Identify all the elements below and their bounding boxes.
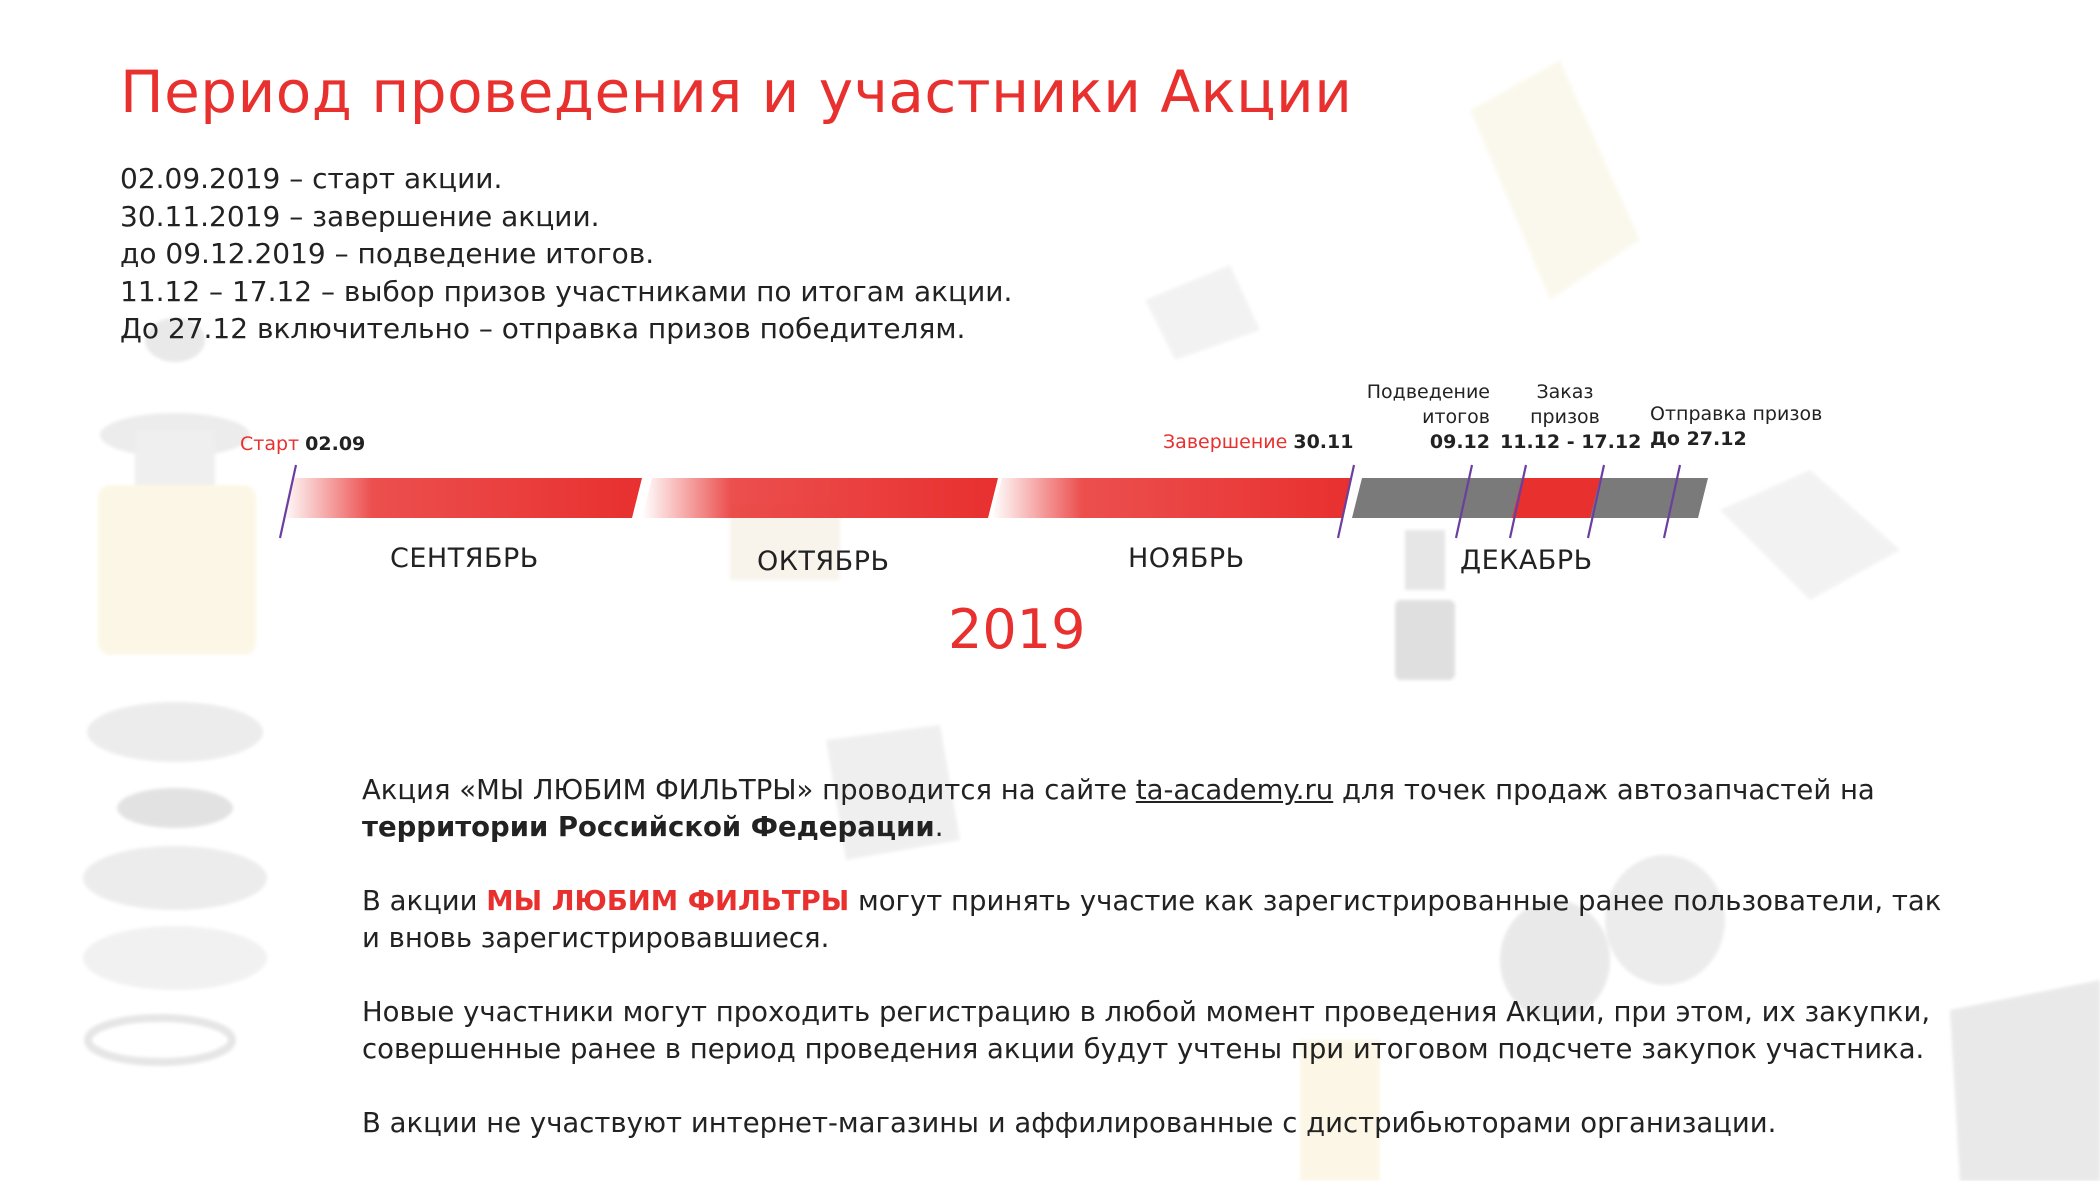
annotation-shipping xyxy=(1650,402,1822,452)
results-line1: Подведение xyxy=(1366,381,1490,403)
order-date: 11.12 - 17.12 xyxy=(1500,431,1642,453)
timeline-segment-prize-order xyxy=(1512,478,1600,518)
month-december: ДЕКАБРЬ xyxy=(1460,545,1593,576)
date-item-start: 02.09.2019 – старт акции. xyxy=(120,162,503,195)
shipping-label: Отправка призов xyxy=(1650,403,1823,425)
brand-name: МЫ ЛЮБИМ ФИЛЬТРЫ xyxy=(486,885,850,917)
key-dates-list xyxy=(120,160,1012,348)
territory-bold: территории Российской Федерации xyxy=(362,811,935,843)
start-date: 02.09 xyxy=(305,433,366,455)
p2-text-b: могут принять участие как зарегистрированные ранее пользователи, так и вновь зарегистрировавшиеся. xyxy=(362,885,1942,954)
results-line2: итогов xyxy=(1422,406,1490,428)
shipping-date: До 27.12 xyxy=(1650,428,1747,450)
p1-text-b: для точек продаж автозапчастей на xyxy=(1333,774,1875,806)
timeline-segment-september xyxy=(282,478,642,518)
conditions-text xyxy=(362,772,1962,1179)
date-item-results: до 09.12.2019 – подведение итогов. xyxy=(120,237,655,270)
annotation-results xyxy=(1330,380,1490,455)
timeline-segment-november xyxy=(992,478,1352,518)
annotation-start xyxy=(240,432,365,457)
month-november: НОЯБРЬ xyxy=(1128,543,1245,574)
order-line1: Заказ xyxy=(1536,381,1594,403)
page-title: Период проведения и участники Акции xyxy=(120,58,1353,126)
annotation-end xyxy=(1163,430,1353,455)
end-date: 30.11 xyxy=(1293,431,1354,453)
results-date: 09.12 xyxy=(1429,431,1490,453)
order-line2: призов xyxy=(1530,406,1600,428)
annotation-order xyxy=(1500,380,1642,455)
month-october: ОКТЯБРЬ xyxy=(757,546,890,577)
paragraph-exclusions: В акции не участвуют интернет-магазины и аффилированные с дистрибьюторами организации. xyxy=(362,1107,1777,1139)
paragraph-participants xyxy=(362,883,1962,957)
site-link[interactable]: ta-academy.ru xyxy=(1135,774,1334,806)
p2-text-a: В акции xyxy=(362,885,487,917)
p1-text-a: Акция «МЫ ЛЮБИМ ФИЛЬТРЫ» проводится на сайте xyxy=(362,774,1136,806)
paragraph-registration: Новые участники могут проходить регистрацию в любой момент проведения Акции, при этом, их закупки, совершенные ранее в период проведения акции будут учтены при итоговом подсчете закупок участника. xyxy=(362,996,1931,1065)
paragraph-site xyxy=(362,772,1962,846)
timeline-segment-october xyxy=(642,478,998,518)
month-september: СЕНТЯБРЬ xyxy=(390,543,539,574)
date-item-prize-selection: 11.12 – 17.12 – выбор призов участниками по итогам акции. xyxy=(120,274,1013,308)
p1-text-c: . xyxy=(934,811,944,843)
timeline-year: 2019 xyxy=(948,598,1086,661)
date-item-end: 30.11.2019 – завершение акции. xyxy=(120,199,600,233)
end-label: Завершение xyxy=(1163,431,1288,453)
date-item-prize-shipping: До 27.12 включительно – отправка призов победителям. xyxy=(120,312,966,345)
start-label: Старт xyxy=(240,433,300,455)
